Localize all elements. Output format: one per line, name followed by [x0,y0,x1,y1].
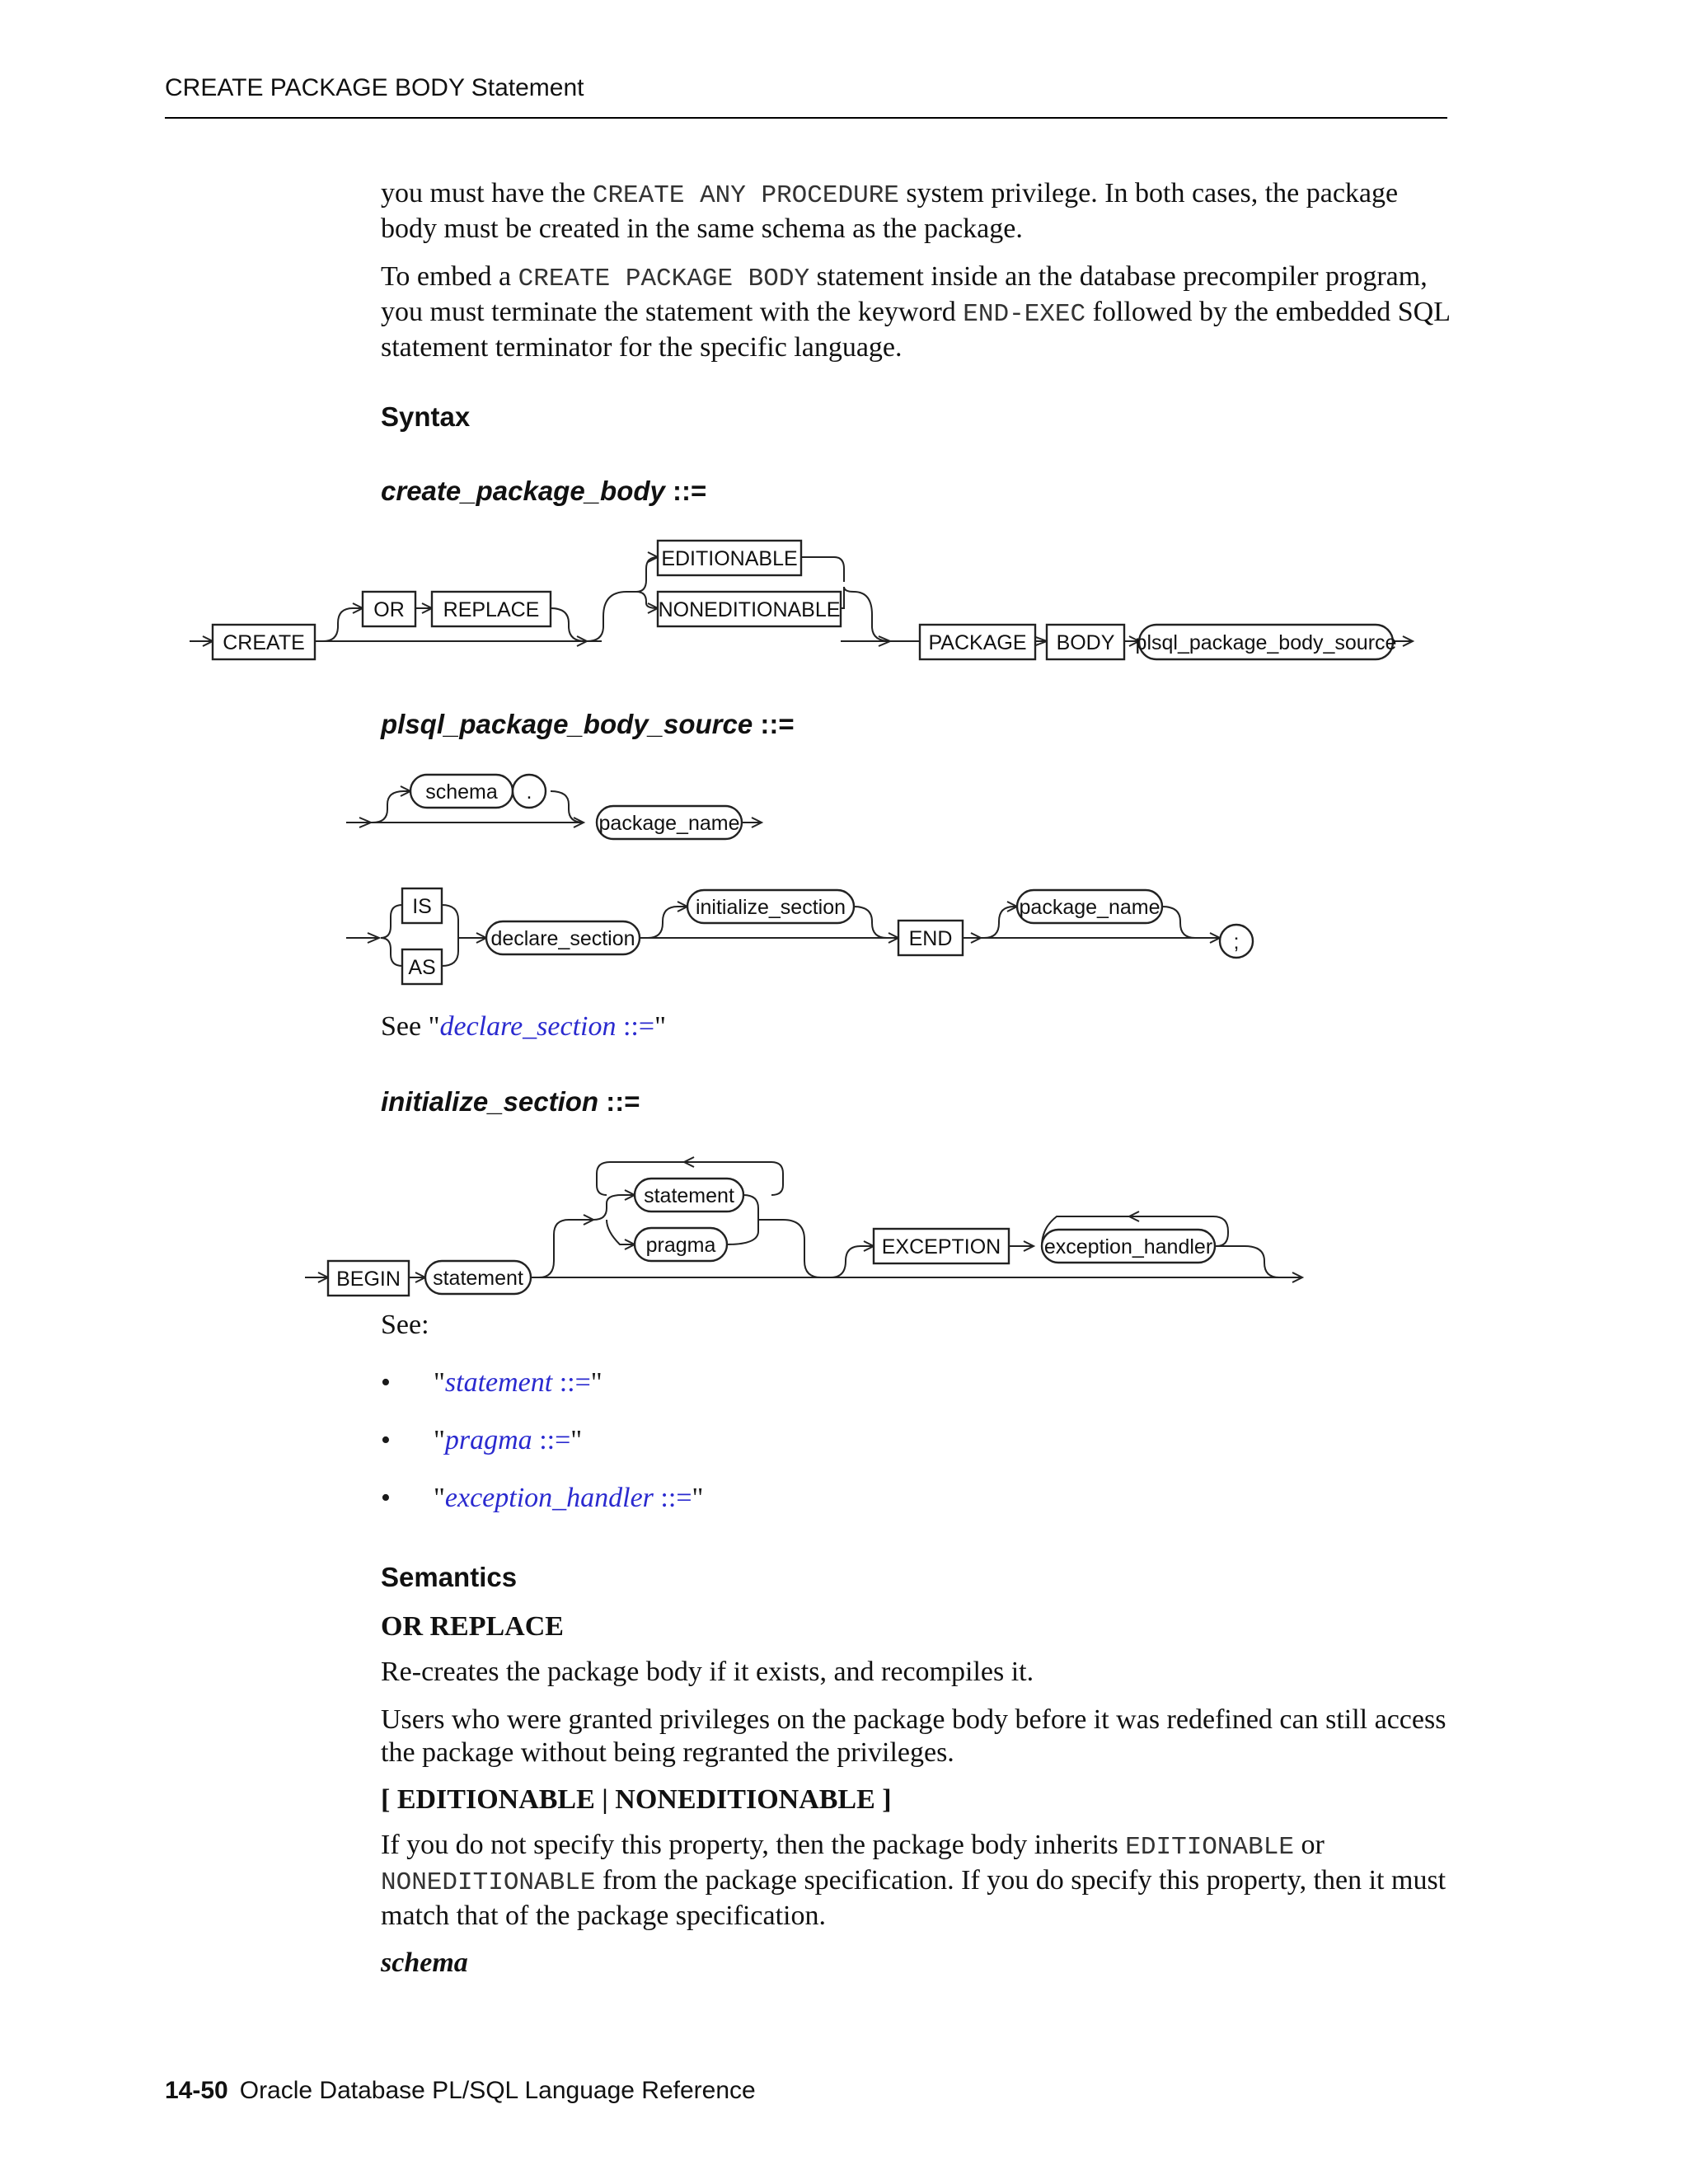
rr-label-create: CREATE [223,631,305,654]
or-replace-paragraph-1: Re-creates the package body if it exists, and recompiles it. [381,1657,1034,1687]
syntax-heading: Syntax [381,401,471,432]
rr-label-statement: statement [433,1267,523,1290]
rr-label-exception-handler: exception_handler [1043,1235,1213,1258]
production-name: plsql_package_body_source [381,709,753,739]
page-footer [165,2077,756,2105]
rr-label-package: PACKAGE [928,631,1027,654]
list-item [381,1424,1370,1457]
running-header-title: CREATE PACKAGE BODY Statement [165,74,584,101]
rr-label-body: BODY [1056,631,1115,654]
or-replace-title: OR REPLACE [381,1611,564,1642]
rr-label-end: END [908,927,953,950]
link-op: ::= [552,1367,591,1398]
rr-label-or: OR [373,598,405,621]
production-name: create_package_body [381,476,665,506]
production-name: initialize_section [381,1086,599,1117]
bullet: • [381,1367,391,1398]
link-op: ::= [653,1483,692,1513]
production-op: ::= [753,709,795,739]
text-run: from the package specification. If you do specify this property, then it must match that of the package specification. [381,1865,1447,1931]
production-op: ::= [664,476,707,506]
bullet: • [381,1425,391,1455]
link-exception-handler[interactable] [445,1483,692,1513]
schema-title: schema [381,1947,468,1978]
rr-label-package-name-2: package_name [1019,896,1160,919]
editionable-title: [ EDITIONABLE | NONEDITIONABLE ] [381,1784,892,1815]
text-run: statement inside an the database precompiler program, you must terminate the statement with the keyword [381,261,1428,327]
page-number: 14-50 [165,2077,228,2104]
code-create-package-body: CREATE PACKAGE BODY [518,265,810,293]
rr-label-schema: schema [425,780,498,804]
text-run: " [654,1011,666,1042]
rr-label-initialize-section: initialize_section [695,896,846,919]
link-text: declare_section [439,1011,617,1042]
editionable-paragraph [381,1829,1452,1933]
quote: " [434,1425,445,1455]
see-list [381,1366,1370,1540]
text-run: or [1293,1830,1325,1860]
rr-label-package-name: package_name [598,812,740,835]
quote: " [434,1483,445,1513]
quote: " [692,1483,704,1513]
text-run: followed by the embedded SQL statement terminator for the specific language. [381,297,1450,363]
rr-label-plsql-package-body-source: plsql_package_body_source [1135,631,1397,654]
rr-label-editionable: EDITIONABLE [661,547,798,570]
link-op: ::= [616,1011,655,1042]
rr-label-statement-loop: statement [644,1184,734,1207]
semantics-heading: Semantics [381,1562,518,1592]
rr-label-pragma: pragma [645,1234,716,1257]
or-replace-paragraph-2: Users who were granted privileges on the package body before it was redefined can still access the package without being regranted the privileges. [381,1704,1447,1768]
text-run: you must have the [381,178,593,209]
link-text: exception_handler [444,1483,654,1513]
rr-label-dot: . [526,780,532,804]
link-text: statement [444,1367,553,1398]
rr-label-begin: BEGIN [336,1268,401,1291]
rr-label-exception: EXCEPTION [881,1235,1001,1258]
list-item [381,1366,1370,1399]
code-editionable: EDITIONABLE [1125,1833,1294,1862]
book-title: Oracle Database PL/SQL Language Reference [239,2077,756,2104]
rr-label-semicolon: ; [1233,930,1240,954]
text-run: See " [381,1011,440,1042]
rr-label-declare-section: declare_section [490,927,635,950]
text-run: To embed a [381,261,518,292]
link-op: ::= [532,1425,571,1455]
see-label: See: [381,1310,429,1340]
bullet: • [381,1483,391,1513]
link-pragma[interactable] [445,1425,570,1455]
text-run: If you do not specify this property, then the package body inherits [381,1830,1126,1860]
quote: " [434,1367,445,1398]
link-text: pragma [444,1425,532,1455]
semantics-section [381,1562,1452,1979]
code-end-exec: END-EXEC [963,300,1086,329]
link-statement[interactable] [445,1367,591,1398]
code-create-any-procedure: CREATE ANY PROCEDURE [592,181,899,210]
text-run: system privilege. In both cases, the package body must be created in the same schema as the package. [381,178,1399,244]
code-noneditionable: NONEDITIONABLE [381,1868,596,1897]
rr-label-noneditionable: NONEDITIONABLE [658,598,841,621]
rr-label-as: AS [408,956,436,979]
quote: " [590,1367,603,1398]
rr-label-replace: REPLACE [443,598,540,621]
production-op: ::= [598,1086,640,1117]
list-item [381,1482,1370,1515]
rr-label-is: IS [412,895,432,918]
quote: " [570,1425,583,1455]
